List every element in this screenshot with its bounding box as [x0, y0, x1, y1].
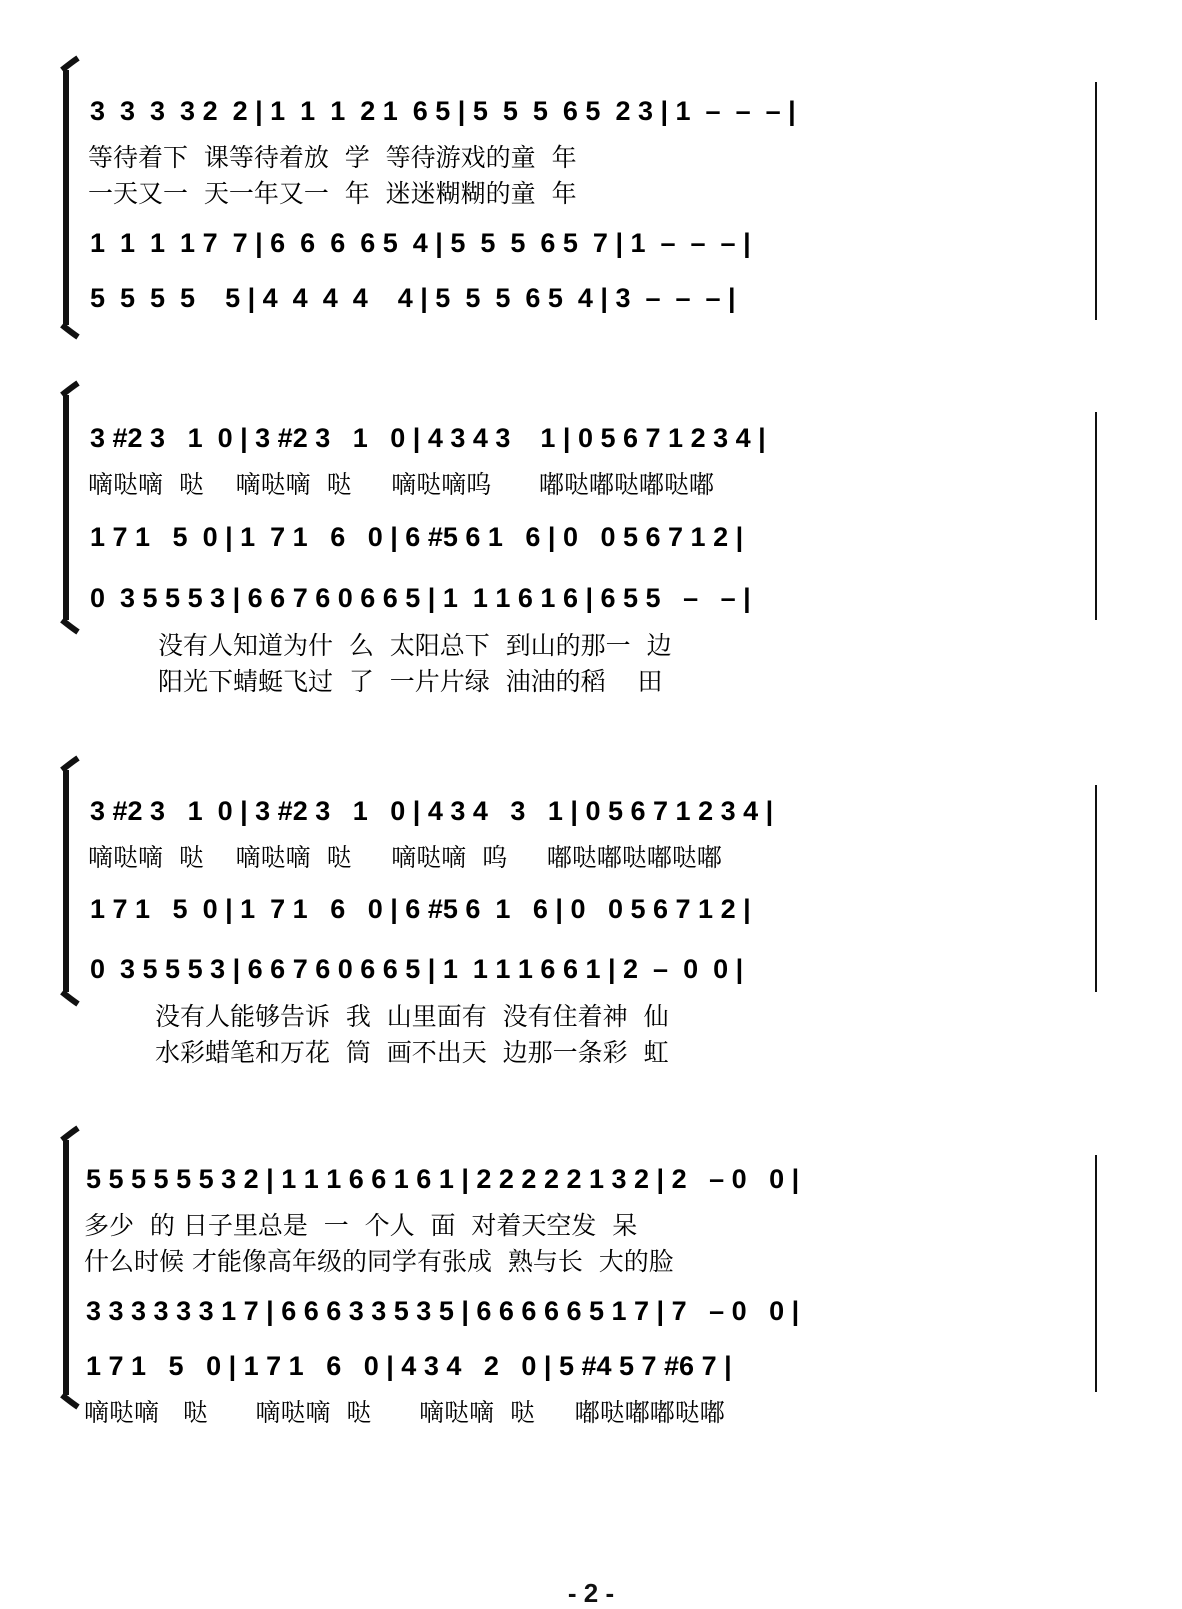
staff-3-2-notes: 1 7 1 5 0 | 1 7 1 6 0 | 6 #5 6 1 6 | 0 0 5 6 7 1 2 |	[90, 894, 751, 924]
staff-4-1-notes: 5 5 5 5 5 5 3 2 | 1 1 1 6 6 1 6 1 | 2 2 2 2 2 1 3 2 | 2 – 0 0 |	[86, 1164, 800, 1194]
staff-1-2-notes: 1 1 1 1 7 7 | 6 6 6 6 5 4 | 5 5 5 6 5 7 | 1 – – – |	[90, 228, 751, 258]
staff-1-3-notes: 5 5 5 5 5 | 4 4 4 4 4 | 5 5 5 6 5 4 | 3 – – – |	[90, 283, 736, 313]
lyric-1-1-verse-1: 等待着下 课等待着放 学 等待游戏的童 年	[88, 143, 577, 172]
staff-3-3-notes: 0 3 5 5 5 3 | 6 6 7 6 0 6 6 5 | 1 1 1 1 6 6 1 | 2 – 0 0 |	[90, 954, 744, 984]
staff-2-1-notes: 3 #2 3 1 0 | 3 #2 3 1 0 | 4 3 4 3 1 | 0 5 6 7 1 2 3 4 |	[90, 423, 766, 453]
lyric-1-1-verse-2: 一天又一 天一年又一 年 迷迷糊糊的童 年	[88, 179, 577, 208]
staff-2-2-notes: 1 7 1 5 0 | 1 7 1 6 0 | 6 #5 6 1 6 | 0 0 5 6 7 1 2 |	[90, 522, 744, 552]
lyric-2-3-verse-2: 阳光下蜻蜓飞过 了 一片片绿 油油的稻 田	[158, 667, 663, 696]
lyric-3-3-verse-2: 水彩蜡笔和万花 筒 画不出天 边那一条彩 虹	[155, 1038, 669, 1067]
system-brace	[62, 58, 78, 337]
system-brace	[62, 1128, 78, 1407]
staff-2-3-notes: 0 3 5 5 5 3 | 6 6 7 6 0 6 6 5 | 1 1 1 6 1 6 | 6 5 5 – – |	[90, 583, 751, 613]
lyric-2-1: 嘀哒嘀 哒 嘀哒嘀 哒 嘀哒嘀呜 嘟哒嘟哒嘟哒嘟	[88, 470, 714, 499]
lyric-4-1-verse-1: 多少 的 日子里总是 一 个人 面 对着天空发 呆	[84, 1211, 638, 1240]
lyric-2-3-verse-1: 没有人知道为什 么 太阳总下 到山的那一 边	[158, 631, 672, 660]
lyric-3-3-verse-1: 没有人能够告诉 我 山里面有 没有住着神 仙	[155, 1002, 669, 1031]
system-4	[62, 1128, 1096, 1427]
system-3	[62, 758, 1096, 1067]
staff-3-1-notes: 3 #2 3 1 0 | 3 #2 3 1 0 | 4 3 4 3 1 | 0 5 6 7 1 2 3 4 |	[90, 796, 774, 826]
lyric-4-3: 嘀哒嘀 哒 嘀哒嘀 哒 嘀哒嘀 哒 嘟哒嘟嘟哒嘟	[84, 1398, 725, 1427]
page-number: - 2 -	[567, 1578, 615, 1608]
system-1	[62, 58, 1096, 337]
staff-4-2-notes: 3 3 3 3 3 3 1 7 | 6 6 6 3 3 5 3 5 | 6 6 6 6 6 5 1 7 | 7 – 0 0 |	[86, 1296, 800, 1326]
system-brace	[62, 383, 78, 632]
lyric-3-1: 嘀哒嘀 哒 嘀哒嘀 哒 嘀哒嘀 呜 嘟哒嘟哒嘟哒嘟	[88, 843, 722, 872]
system-2	[62, 383, 1096, 696]
staff-1-1-notes: 3 3 3 3 2 2 | 1 1 1 2 1 6 5 | 5 5 5 6 5 2 3 | 1 – – – |	[90, 96, 796, 126]
lyric-4-1-verse-2: 什么时候 才能像高年级的同学有张成 熟与长 大的脸	[84, 1247, 674, 1276]
system-brace	[62, 758, 78, 1004]
staff-4-3-notes: 1 7 1 5 0 | 1 7 1 6 0 | 4 3 4 2 0 | 5 #4 5 7 #6 7 |	[86, 1351, 732, 1381]
